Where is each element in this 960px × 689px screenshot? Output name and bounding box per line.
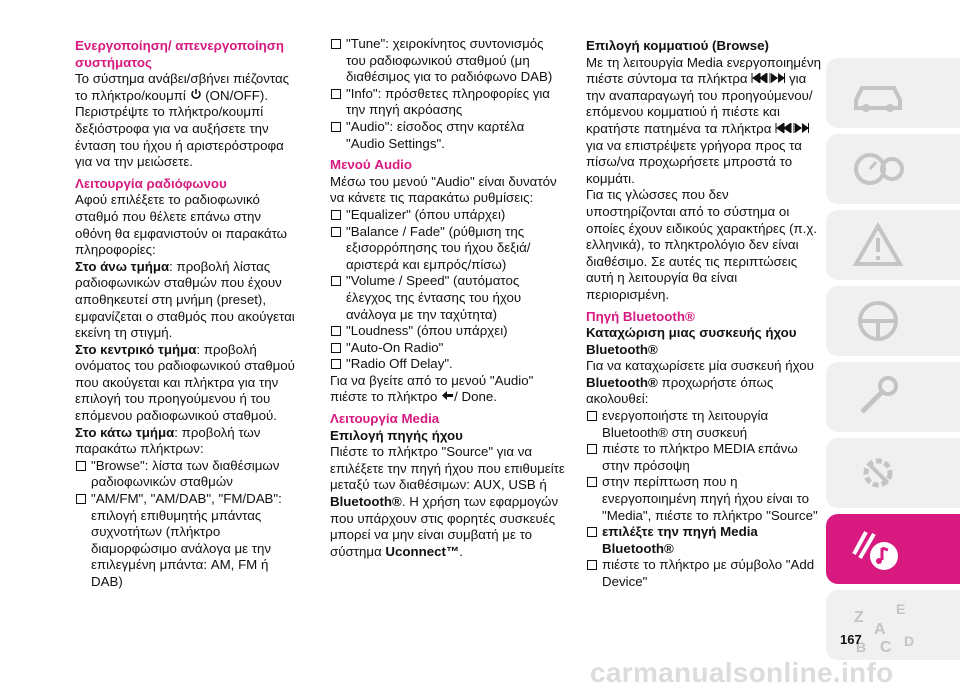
list-item: στην περίπτωση που η ενεργοποιημένη πηγή ήχου είναι το "Media", πιέστε το πλήκτρο "Source": [586, 474, 822, 524]
subheading-source: Επιλογή πηγής ήχου: [330, 427, 463, 443]
tab-driving[interactable]: [826, 286, 960, 356]
paragraph-source: Πιέστε το πλήκτρο "Source" για να επιλέξετε την πηγή ήχου που επιθυμείτε μεταξύ των διαθέσιμων: AUX, USB ή Bluetooth®. Η χρήση των εφαρμογών που υπάρχουν στις φορητές συσκευές μπορεί να μην είναι συμβατή με το σύστημα Uconnect™.: [330, 444, 565, 559]
back-arrow-icon: [441, 389, 454, 406]
car-icon: [848, 68, 908, 118]
checkbox-bullet-icon: [587, 527, 597, 537]
page-number: 167: [840, 632, 862, 647]
list-item: "Audio": είσοδος στην καρτέλα "Audio Settings".: [330, 119, 565, 152]
list-item: "Browse": λίστα των διαθέσιμων ραδιοφωνικών σταθμών: [75, 458, 300, 491]
checkbox-bullet-icon: [331, 210, 341, 220]
svg-text:C: C: [880, 639, 892, 656]
heading-power: Ενεργοποίηση/ απενεργοποίηση συστήματος: [75, 38, 285, 70]
index-icon: [848, 600, 928, 656]
steering-icon: [848, 296, 908, 346]
paragraph-radio: Αφού επιλέξετε το ραδιοφωνικό σταθμό που θέλετε επάνω στην οθόνη θα εμφανιστούν οι παρακάτω πληροφορίες:: [75, 192, 288, 258]
checkbox-bullet-icon: [331, 343, 341, 353]
paragraph-languages: Για τις γλώσσες που δεν υποστηρίζονται από το σύστημα οι οποίες έχουν ειδικούς χαρακτήρες (π.χ. ελληνικά), το πληκτρολόγιο δεν είναι διαθέσιμο. Σε αυτές τις περιπτώσεις αυτή η λειτουργία θα είναι περιορισμένη.: [586, 187, 818, 302]
checkbox-bullet-icon: [331, 39, 341, 49]
svg-text:D: D: [904, 633, 915, 649]
column-3: [586, 38, 822, 591]
checkbox-bullet-icon: [331, 227, 341, 237]
paragraph-power: Το σύστημα ανάβει/σβήνει πιέζοντας το πλήκτρο/κουμπί (ON/OFF). Περιστρέψτε το πλήκτρο/κουμπί δεξιόστροφα για να αυξήσετε την ένταση του ήχου ή αριστερόστροφα για να την μειώσετε.: [75, 71, 290, 170]
list-item: "Tune": χειροκίνητος συντονισμός του ραδιοφωνικού σταθμού (μη διαθέσιμος για το ραδιόφωνο DAB): [330, 36, 565, 86]
power-icon: [190, 88, 202, 105]
column-1: [75, 38, 300, 591]
column-2: [330, 36, 565, 560]
checkbox-bullet-icon: [331, 326, 341, 336]
dashboard-icon: [848, 144, 908, 194]
paragraph-top: Στο άνω τμήμα: προβολή λίστας ραδιοφωνικών σταθμών που έχουν αποθηκευτεί στη μνήμη (preset), εμφανίζεται ο σταθμός που ακούγεται εκείνη τη στιγμή.: [75, 258, 295, 341]
media-icon: [848, 524, 908, 574]
heading-radio: Λειτουργία ραδιόφωνου: [75, 175, 227, 191]
service-icon: [848, 448, 908, 498]
list-item: πιέστε το πλήκτρο MEDIA επάνω στην πρόσοψη: [586, 441, 822, 474]
list-item: "Radio Off Delay".: [330, 356, 565, 373]
list-item: επιλέξτε την πηγή Media Bluetooth®: [586, 524, 822, 557]
svg-text:E: E: [896, 601, 906, 617]
subheading-register: Καταχώριση μιας συσκευής ήχου Bluetooth®: [586, 325, 797, 357]
list-item: "Loudness" (όπου υπάρχει): [330, 323, 565, 340]
checkbox-bullet-icon: [331, 359, 341, 369]
checkbox-bullet-icon: [587, 444, 597, 454]
list-item: ενεργοποιήστε τη λειτουργία Bluetooth® στη συσκευή: [586, 408, 822, 441]
checkbox-bullet-icon: [587, 477, 597, 487]
checkbox-bullet-icon: [331, 276, 341, 286]
tab-emergency[interactable]: [826, 362, 960, 432]
heading-browse: Επιλογή κομματιού (Browse): [586, 38, 769, 53]
paragraph-center: Στο κεντρικό τμήμα: προβολή ονόματος του ραδιοφωνικού σταθμού που ακούγεται και πλήκτρα για την επιλογή του προηγούμενου ή του επόμενου ραδιοφωνικού σταθμού.: [75, 341, 295, 424]
paragraph-register: Για να καταχωρίσετε μία συσκευή ήχου Bluetooth® προχωρήστε όπως ακολουθεί:: [586, 358, 814, 407]
footer-watermark: carmanualsonline.info: [590, 657, 894, 688]
svg-text:Z: Z: [854, 609, 864, 626]
heading-bluetooth: Πηγή Bluetooth®: [586, 308, 695, 324]
tab-multimedia[interactable]: [826, 514, 960, 584]
checkbox-bullet-icon: [331, 122, 341, 132]
list-item: "AM/FM", "AM/DAB", "FM/DAB": επιλογή επιθυμητής μπάντας συχνοτήτων (πλήκτρο διαμορφώσιμο ανάλογα με την επιλεγμένη μπάντα: AM, FM ή DAB): [75, 491, 300, 591]
checkbox-bullet-icon: [587, 411, 597, 421]
warning-icon: [848, 220, 908, 270]
tab-car[interactable]: [826, 58, 960, 128]
checkbox-bullet-icon: [331, 89, 341, 99]
heading-media: Λειτουργία Media: [330, 411, 440, 427]
list-item: "Equalizer" (όπου υπάρχει): [330, 207, 565, 224]
prev-next-icon: [775, 121, 809, 138]
paragraph-browse: Με τη λειτουργία Media ενεργοποιημένη πιέστε σύντομα τα πλήκτρα για την αναπαραγωγή του προηγούμενου/επόμενου κομματιού ή πιέστε και κρατήστε πατημένα τα πλήκτρα για να επιστρέψετε γρήγορα προς τα πίσω/να προχωρήσετε μπροστά το κομμάτι.: [586, 54, 822, 186]
tab-warnings[interactable]: [826, 210, 960, 280]
paragraph-exit: Για να βγείτε από το μενού "Audio" πιέστε το πλήκτρο / Done.: [330, 372, 534, 405]
checkbox-bullet-icon: [587, 560, 597, 570]
paragraph-bottom: Στο κάτω τμήμα: προβολή των παρακάτω πλήκτρων:: [75, 424, 261, 457]
wrench-icon: [848, 372, 908, 422]
checkbox-bullet-icon: [76, 461, 86, 471]
tab-dashboard[interactable]: [826, 134, 960, 204]
heading-audio-menu: Μενού Audio: [330, 157, 413, 173]
svg-text:A: A: [874, 621, 886, 638]
prev-next-icon: [751, 71, 785, 88]
list-item: "Balance / Fade" (ρύθμιση της εξισορρόπησης του ήχου δεξιά/αριστερά και εμπρός/πίσω): [330, 224, 565, 274]
svg-text:B: B: [856, 639, 867, 655]
paragraph-audio-menu: Μέσω του μενού "Audio" είναι δυνατόν να κάνετε τις παρακάτω ρυθμίσεις:: [330, 173, 557, 206]
list-item: "Info": πρόσθετες πληροφορίες για την πηγή ακρόασης: [330, 86, 565, 119]
list-item: "Volume / Speed" (αυτόματος έλεγχος της έντασης του ήχου ανάλογα με την ταχύτητα): [330, 273, 565, 323]
tab-index[interactable]: [826, 590, 960, 660]
checkbox-bullet-icon: [76, 494, 86, 504]
list-item: πιέστε το πλήκτρο με σύμβολο "Add Device": [586, 557, 822, 590]
tab-maintenance[interactable]: [826, 438, 960, 508]
list-item: "Auto-On Radio": [330, 340, 565, 357]
